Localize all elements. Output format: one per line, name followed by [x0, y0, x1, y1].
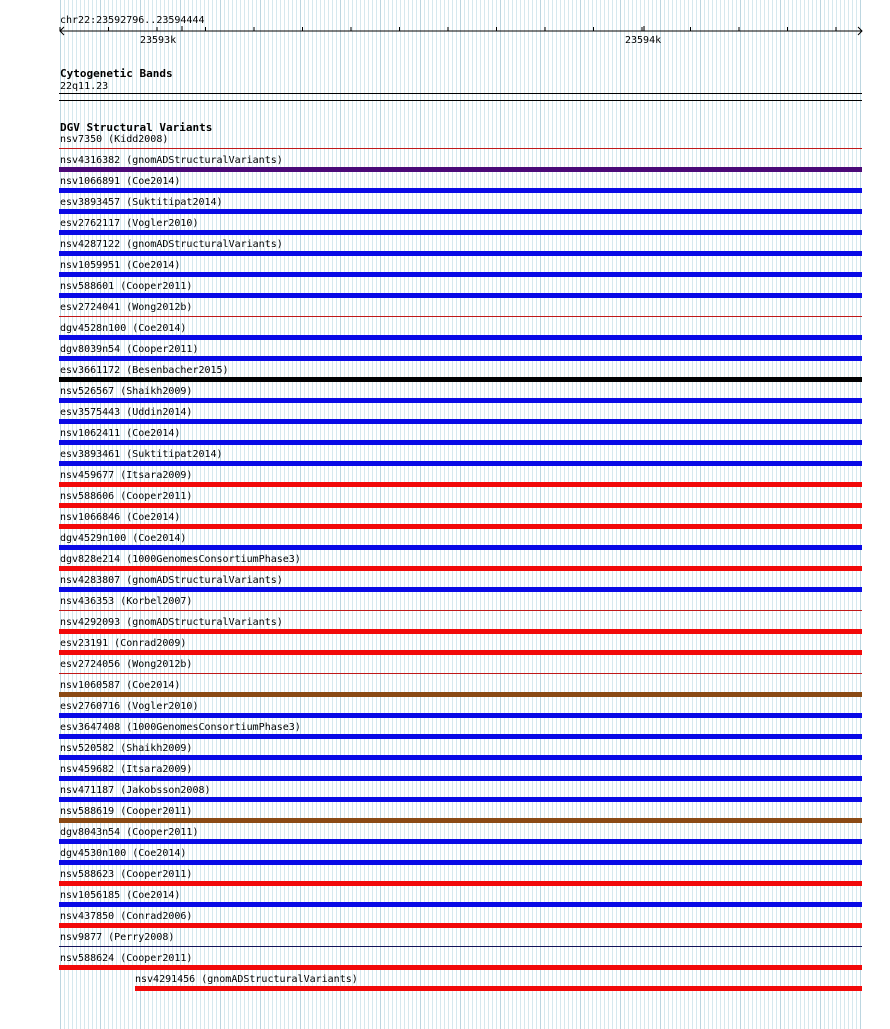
variant-bar[interactable]: [59, 902, 862, 907]
variant-label[interactable]: nsv9877 (Perry2008): [60, 932, 175, 943]
variant-bar[interactable]: [59, 797, 862, 802]
variant-bar[interactable]: [59, 272, 862, 277]
variant-bar[interactable]: [59, 503, 862, 508]
cytoband-label[interactable]: 22q11.23: [60, 81, 109, 92]
variant-label[interactable]: nsv7350 (Kidd2008): [60, 134, 169, 145]
variant-label[interactable]: dgv4530n100 (Coe2014): [60, 848, 187, 859]
variant-label[interactable]: dgv8039n54 (Cooper2011): [60, 344, 199, 355]
variant-label[interactable]: nsv471187 (Jakobsson2008): [60, 785, 211, 796]
variant-bar[interactable]: [59, 610, 862, 611]
variant-label[interactable]: nsv4283807 (gnomADStructuralVariants): [60, 575, 283, 586]
variant-bar[interactable]: [135, 986, 862, 991]
variant-bar[interactable]: [59, 734, 862, 739]
variant-label[interactable]: nsv4287122 (gnomADStructuralVariants): [60, 239, 283, 250]
variant-bar[interactable]: [59, 545, 862, 550]
variant-label[interactable]: nsv4316382 (gnomADStructuralVariants): [60, 155, 283, 166]
variant-label[interactable]: nsv4292093 (gnomADStructuralVariants): [60, 617, 283, 628]
variant-label[interactable]: esv3893457 (Suktitipat2014): [60, 197, 223, 208]
variant-bar[interactable]: [59, 860, 862, 865]
variant-bar[interactable]: [59, 946, 862, 947]
variant-bar[interactable]: [59, 335, 862, 340]
variant-label[interactable]: nsv437850 (Conrad2006): [60, 911, 193, 922]
variant-label[interactable]: nsv4291456 (gnomADStructuralVariants): [135, 974, 358, 985]
variant-label[interactable]: esv3575443 (Uddin2014): [60, 407, 193, 418]
variant-bar[interactable]: [59, 482, 862, 487]
ruler-scale[interactable]: [58, 25, 866, 39]
cytoband-bar[interactable]: [59, 93, 862, 94]
variant-bar[interactable]: [59, 398, 862, 403]
variant-bar[interactable]: [59, 776, 862, 781]
variant-bar[interactable]: [59, 419, 862, 424]
variant-bar[interactable]: [59, 524, 862, 529]
variant-bar[interactable]: [59, 650, 862, 655]
variant-label[interactable]: nsv588606 (Cooper2011): [60, 491, 193, 502]
variant-bar[interactable]: [59, 461, 862, 466]
variant-bar[interactable]: [59, 839, 862, 844]
variant-label[interactable]: nsv1059951 (Coe2014): [60, 260, 181, 271]
variant-label[interactable]: esv2724056 (Wong2012b): [60, 659, 193, 670]
variant-bar[interactable]: [59, 293, 862, 298]
variant-label[interactable]: nsv1060587 (Coe2014): [60, 680, 181, 691]
variant-bar[interactable]: [59, 188, 862, 193]
variant-bar[interactable]: [59, 377, 862, 382]
variant-label[interactable]: nsv520582 (Shaikh2009): [60, 743, 193, 754]
variant-label[interactable]: nsv1066846 (Coe2014): [60, 512, 181, 523]
variant-bar[interactable]: [59, 566, 862, 571]
variant-bar[interactable]: [59, 881, 862, 886]
variant-bar[interactable]: [59, 356, 862, 361]
variant-label[interactable]: nsv1066891 (Coe2014): [60, 176, 181, 187]
variant-label[interactable]: nsv588601 (Cooper2011): [60, 281, 193, 292]
variant-bar[interactable]: [59, 673, 862, 674]
ruler-tick-label: 23594k: [625, 35, 662, 46]
variant-label[interactable]: nsv588623 (Cooper2011): [60, 869, 193, 880]
track-divider: [59, 100, 862, 101]
variant-bar[interactable]: [59, 587, 862, 592]
dgv-track-title: DGV Structural Variants: [60, 121, 213, 134]
variant-bar[interactable]: [59, 923, 862, 928]
variant-bar[interactable]: [59, 167, 862, 172]
variant-bar[interactable]: [59, 755, 862, 760]
ruler-tick-label: 23593k: [140, 35, 177, 46]
variant-bar[interactable]: [59, 251, 862, 256]
variant-label[interactable]: nsv459677 (Itsara2009): [60, 470, 193, 481]
variant-label[interactable]: nsv1056185 (Coe2014): [60, 890, 181, 901]
variant-label[interactable]: nsv436353 (Korbel2007): [60, 596, 193, 607]
variant-bar[interactable]: [59, 316, 862, 317]
variant-label[interactable]: nsv459682 (Itsara2009): [60, 764, 193, 775]
variant-label[interactable]: esv23191 (Conrad2009): [60, 638, 187, 649]
variant-label[interactable]: esv3661172 (Besenbacher2015): [60, 365, 229, 376]
variant-label[interactable]: esv2760716 (Vogler2010): [60, 701, 199, 712]
variant-bar[interactable]: [59, 440, 862, 445]
variant-label[interactable]: dgv4528n100 (Coe2014): [60, 323, 187, 334]
variant-bar[interactable]: [59, 230, 862, 235]
variant-bar[interactable]: [59, 965, 862, 970]
variant-label[interactable]: dgv4529n100 (Coe2014): [60, 533, 187, 544]
variant-label[interactable]: esv2724041 (Wong2012b): [60, 302, 193, 313]
variant-bar[interactable]: [59, 209, 862, 214]
variant-bar[interactable]: [59, 692, 862, 697]
variant-label[interactable]: esv3893461 (Suktitipat2014): [60, 449, 223, 460]
region-label: chr22:23592796..23594444: [60, 15, 205, 26]
variant-label[interactable]: esv2762117 (Vogler2010): [60, 218, 199, 229]
variant-label[interactable]: nsv526567 (Shaikh2009): [60, 386, 193, 397]
variant-bar[interactable]: [59, 713, 862, 718]
variant-label[interactable]: nsv588619 (Cooper2011): [60, 806, 193, 817]
variant-label[interactable]: nsv588624 (Cooper2011): [60, 953, 193, 964]
variant-bar[interactable]: [59, 148, 862, 149]
variant-label[interactable]: dgv828e214 (1000GenomesConsortiumPhase3): [60, 554, 301, 565]
variant-bar[interactable]: [59, 818, 862, 823]
variant-label[interactable]: nsv1062411 (Coe2014): [60, 428, 181, 439]
cytoband-track-title: Cytogenetic Bands: [60, 67, 173, 80]
variant-label[interactable]: esv3647408 (1000GenomesConsortiumPhase3): [60, 722, 301, 733]
variant-label[interactable]: dgv8043n54 (Cooper2011): [60, 827, 199, 838]
variant-bar[interactable]: [59, 629, 862, 634]
